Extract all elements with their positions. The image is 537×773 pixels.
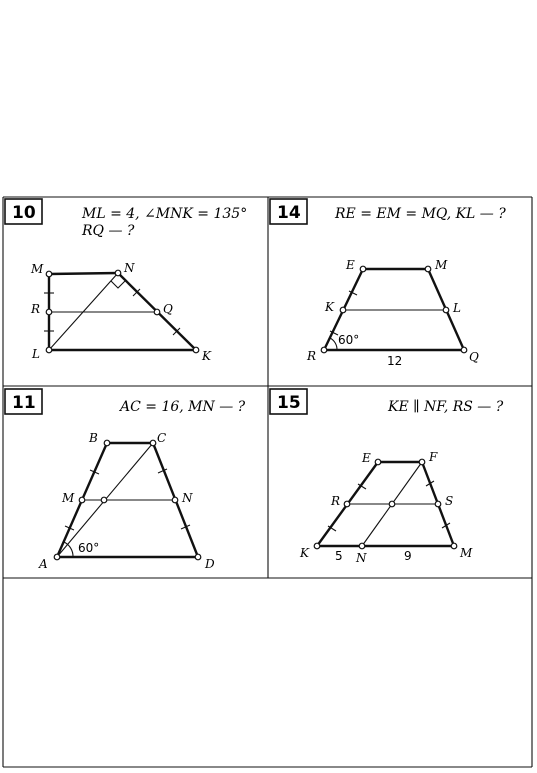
- vertex-label-k: K: [300, 546, 309, 560]
- vertex-label-l: L: [453, 301, 461, 315]
- vertex-label-n: N: [356, 551, 367, 565]
- vertex-label-d: D: [205, 557, 215, 571]
- vertex-label-k: K: [325, 300, 334, 314]
- grid-frame: [3, 197, 532, 767]
- vertex-label-k: K: [202, 349, 211, 363]
- problem-10: [5, 199, 247, 363]
- problem-15: [270, 389, 504, 565]
- vertex-label-b: B: [89, 431, 98, 445]
- vertex-label-r: R: [331, 494, 341, 508]
- segment-kn-length: 5: [335, 549, 343, 563]
- problem-number: 14: [277, 203, 301, 223]
- problem-question: RQ — ?: [82, 223, 135, 239]
- vertex-label-m: M: [460, 546, 473, 560]
- vertex-label-s: S: [445, 494, 454, 508]
- problem-11: [5, 389, 246, 571]
- vertex-label-r: R: [307, 349, 317, 363]
- problem-14: [270, 199, 506, 368]
- trapezoid-figure: [54, 440, 201, 560]
- angle-label: 60°: [78, 541, 100, 555]
- vertex-label-l: L: [32, 347, 40, 361]
- problem-condition: RE = EM = MQ, KL — ?: [335, 206, 506, 222]
- vertex-label-n: N: [182, 491, 193, 505]
- vertex-label-e: E: [346, 258, 355, 272]
- vertex-label-a: A: [39, 557, 48, 571]
- problem-condition: KE ∥ NF, RS — ?: [388, 399, 504, 415]
- problem-number: 11: [12, 393, 36, 413]
- empty-answer-area: [5, 580, 530, 765]
- segment-nm-length: 9: [404, 549, 412, 563]
- problem-condition: ML = 4, ∠MNK = 135°: [82, 206, 248, 222]
- vertex-label-q: Q: [469, 350, 479, 364]
- vertex-label-c: C: [157, 431, 167, 445]
- vertex-label-r: R: [31, 302, 41, 316]
- angle-label: 60°: [338, 333, 360, 347]
- vertex-label-m: M: [435, 258, 448, 272]
- trapezoid-figure: [44, 270, 199, 353]
- problem-condition: AC = 16, MN — ?: [120, 399, 246, 415]
- vertex-label-m: M: [62, 491, 75, 505]
- base-length-label: 12: [387, 354, 403, 368]
- vertex-label-e: E: [362, 451, 371, 465]
- vertex-label-m: M: [31, 262, 44, 276]
- problem-number: 15: [277, 393, 301, 413]
- vertex-label-q: Q: [163, 302, 173, 316]
- problem-number: 10: [12, 203, 36, 223]
- vertex-label-n: N: [124, 261, 135, 275]
- vertex-label-f: F: [429, 450, 438, 464]
